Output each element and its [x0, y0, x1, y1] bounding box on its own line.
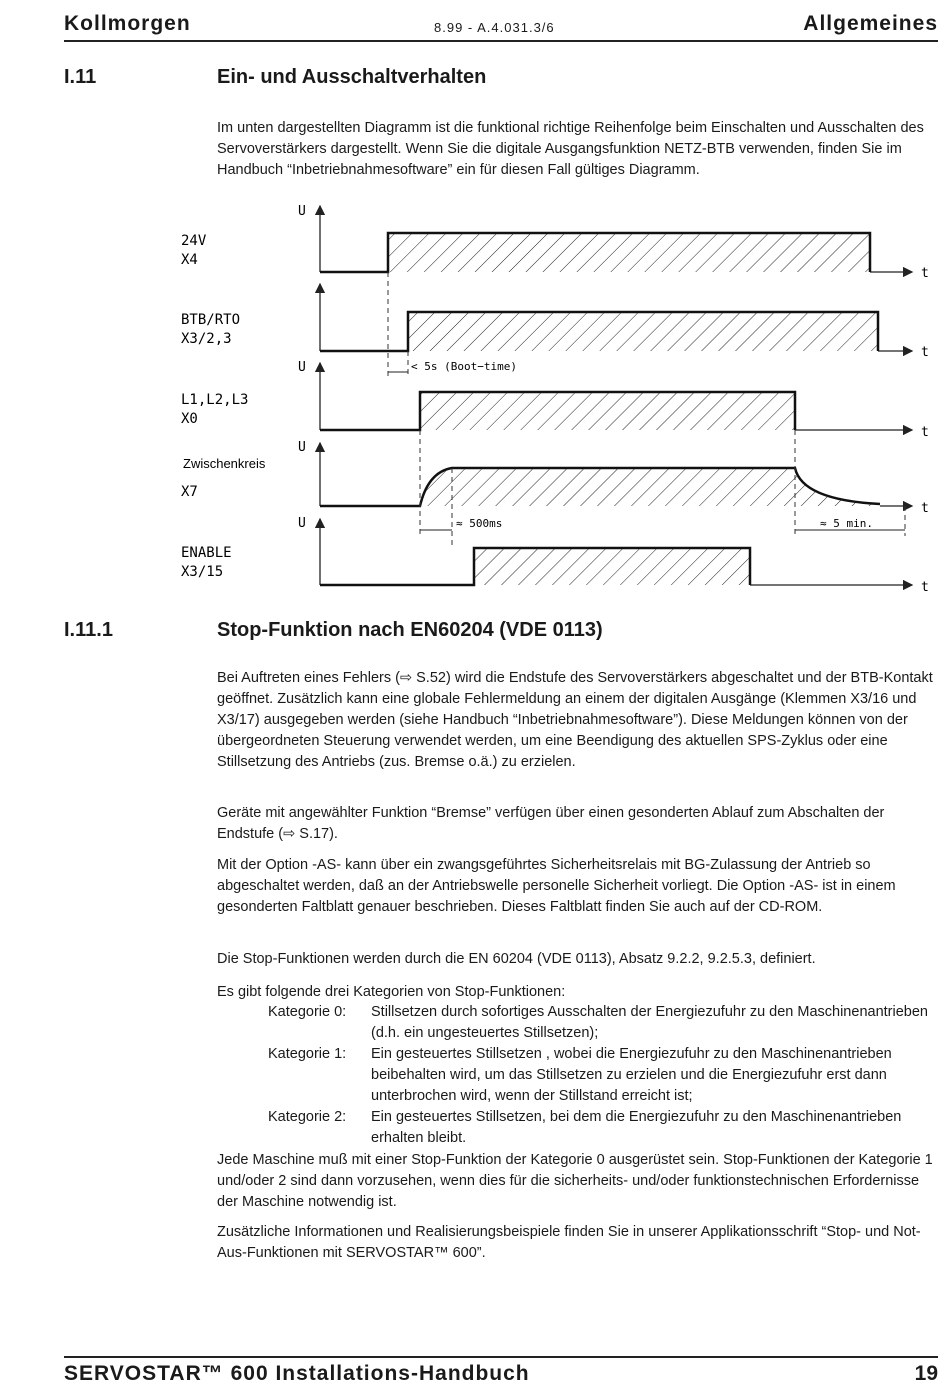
header-doc-code: 8.99 - A.4.031.3/6: [434, 20, 555, 35]
signal-label-mains: L1,L2,L3: [181, 392, 249, 408]
paragraph-further-info: Zusätzliche Informationen und Realisierungsbeispiele finden Sie in unserer Applikationsschrift “Stop- und Not-Aus-Funktionen mit SERVOSTAR™ 600”.: [217, 1224, 921, 1261]
page-number: 19: [914, 1362, 938, 1385]
paragraph-machine: Jede Maschine muß mit einer Stop-Funktion der Kategorie 0 ausgerüstet sein. Stop-Funktionen der Kategorie 1 und/oder 2 sind dann vorzusehen, wenn dies für die sicherheits- und/oder funktionstechnischen Erfordernisse der Maschine notwendig ist.: [217, 1152, 933, 1210]
annotation-5min: ≈ 5 min.: [820, 517, 873, 530]
category-text: Ein gesteuertes Stillsetzen , wobei die Energiezufuhr zu den Maschinenantrieben beibehalten wird, um das Stillsetzen zu erzielen und die Energiezufuhr erst dann unterbrochen wird, wenn der Stillstand erreicht ist;: [371, 1046, 892, 1104]
axis-u-label: U: [298, 360, 306, 375]
paragraph-error: Bei Auftreten eines Fehlers (⇨ S.52) wird die Endstufe des Servoverstärkers abgeschaltet und der BTB-Kontakt geöffnet. Zusätzlich kann eine globale Fehlermeldung an einem der digitalen Ausgänge (Klemmen X3/16 und X3/17) ausgegeben werden (siehe Handbuch “Inbetriebnahmesoftware”). Diese Meldungen können von der übergeordneten Steuerung verwendet werden, um eine Beendigung des aktuellen SPS-Zyklus oder eine Stillsetzung des Antriebs (zus. Bremse o.ä.) zu erzielen.: [217, 670, 933, 770]
signal-label-dc-link: Zwischenkreis: [183, 456, 266, 471]
header-chapter: Allgemeines: [803, 12, 938, 35]
category-label: Kategorie 0:: [268, 1004, 347, 1020]
signal-terminal-x3-23: X3/2,3: [181, 331, 232, 347]
category-label: Kategorie 1:: [268, 1046, 347, 1062]
signal-terminal-x0: X0: [181, 411, 198, 427]
axis-u-label: U: [298, 440, 306, 455]
section-number: I.11: [64, 66, 97, 88]
page-footer: [64, 1356, 938, 1392]
axis-t-label: t: [921, 580, 929, 595]
paragraph-option-as: Mit der Option -AS- kann über ein zwangsgeführtes Sicherheitsrelais mit BG-Zulassung der Antrieb so abgeschaltet werden, daß an der Antriebswelle personelle Sicherheit vorliegt. Die Option -AS- ist in einem gesonderten Faltblatt genauer beschrieben. Dieses Faltblatt finden Sie auch auf der CD-ROM.: [217, 857, 896, 915]
paragraph-standard: Die Stop-Funktionen werden durch die EN 60204 (VDE 0113), Absatz 9.2.2, 9.2.5.3, definiert.: [217, 951, 816, 967]
category-text: Stillsetzen durch sofortiges Ausschalten der Energiezufuhr zu den Maschinenantrieben (d.h. ein ungesteuertes Stillsetzen);: [371, 1004, 928, 1041]
axis-t-label: t: [921, 425, 929, 440]
axis-t-label: t: [921, 345, 929, 360]
category-label: Kategorie 2:: [268, 1109, 347, 1125]
header-brand: Kollmorgen: [64, 12, 191, 35]
section-title: Ein- und Ausschaltverhalten: [217, 66, 487, 88]
signal-terminal-x4: X4: [181, 252, 198, 268]
axis-t-label: t: [921, 501, 929, 516]
timing-diagram: [0, 195, 950, 610]
signal-label-24v: 24V: [181, 233, 207, 249]
subsection-title: Stop-Funktion nach EN60204 (VDE 0113): [217, 619, 603, 641]
page-header: [64, 10, 938, 42]
signal-terminal-x7: X7: [181, 484, 198, 500]
signal-terminal-x3-15: X3/15: [181, 564, 224, 580]
paragraph-brake: Geräte mit angewählter Funktion “Bremse” verfügen über einen gesonderten Ablauf zum Abschalten der Endstufe (⇨ S.17).: [217, 805, 885, 842]
signal-label-btb: BTB/RTO: [181, 312, 241, 328]
annotation-boot-time: < 5s (Boot−time): [411, 360, 517, 373]
paragraph-categories-intro: Es gibt folgende drei Kategorien von Stop-Funktionen:: [217, 984, 566, 1000]
signal-label-enable: ENABLE: [181, 545, 232, 561]
subsection-number: I.11.1: [64, 619, 113, 641]
axis-u-label: U: [298, 516, 306, 531]
intro-paragraph: Im unten dargestellten Diagramm ist die funktional richtige Reihenfolge beim Einschalten und Ausschalten des Servoverstärkers dargestellt. Wenn Sie die digitale Ausgangsfunktion NETZ-BTB verwenden, finden Sie im Handbuch “Inbetriebnahmesoftware” ein für diesen Fall gültiges Diagramm.: [217, 120, 924, 178]
annotation-500ms: ≈ 500ms: [456, 517, 503, 530]
axis-u-label: U: [298, 204, 306, 219]
axis-t-label: t: [921, 266, 929, 281]
footer-title: SERVOSTAR™ 600 Installations-Handbuch: [64, 1362, 530, 1385]
category-text: Ein gesteuertes Stillsetzen, bei dem die Energiezufuhr zu den Maschinenantrieben erhalten bleibt.: [371, 1109, 902, 1146]
